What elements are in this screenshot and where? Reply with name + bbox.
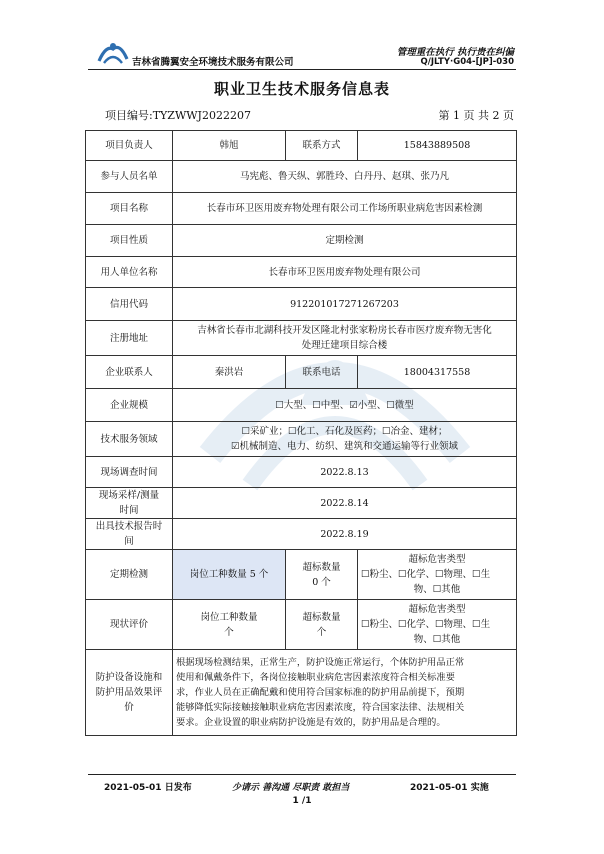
table-row	[86, 457, 517, 488]
scale-value: ☐大型、☐中型、☑小型、☐微型	[173, 389, 517, 422]
document-code: Q/JLTY·G04-[JP]-030	[420, 57, 514, 67]
table-row	[86, 519, 517, 550]
page-title: 职业卫生技术服务信息表	[213, 80, 390, 98]
periodic-exceed: 超标数量 0 个	[286, 550, 358, 600]
implement-date: 2021-05-01 实施	[410, 783, 489, 793]
protection-text	[173, 650, 517, 736]
leader-label: 项目负责人	[86, 131, 173, 161]
table-row	[86, 288, 517, 321]
survey-time-label: 现场调查时间	[86, 457, 173, 488]
service-field-label: 技术服务领域	[86, 422, 173, 457]
address-value	[173, 321, 517, 356]
table-row	[86, 257, 517, 288]
header-rule	[88, 69, 516, 70]
periodic-label: 定期检测	[86, 550, 173, 600]
contact-person-label: 企业联系人	[86, 356, 173, 389]
table-row	[86, 225, 517, 257]
footer-motto: 少请示 善沟通 尽职责 敢担当	[232, 783, 350, 793]
page-info: 第 1 页 共 2 页	[438, 109, 514, 122]
credit-code-label: 信用代码	[86, 288, 173, 321]
issue-date: 2021-05-01 日发布	[104, 783, 192, 793]
service-field-value	[173, 422, 517, 457]
status-posts: 岗位工种数量 个	[173, 600, 286, 650]
table-row	[86, 600, 517, 650]
footer-rule	[88, 774, 516, 775]
address-line: 吉林省长春市北湖科技开发区隆北村张家粉房长春市医疗废弃物无害化	[197, 325, 492, 336]
contact-method-value: 15843889508	[358, 131, 517, 161]
periodic-hazard: 超标危害类型 ☐粉尘、☐化学、☐物理、☐生 物、☐其他	[358, 550, 517, 600]
employer-label: 用人单位名称	[86, 257, 173, 288]
table-row	[86, 422, 517, 457]
status-hazard: 超标危害类型 ☐粉尘、☐化学、☐物理、☐生 物、☐其他	[358, 600, 517, 650]
table-row	[86, 131, 517, 161]
contact-person-value: 秦洪岩	[173, 356, 286, 389]
status-label: 现状评价	[86, 600, 173, 650]
protection-line: 求，作业人员在正确配戴和使用符合国家标准的防护用品前提下，预期	[176, 687, 465, 698]
table-row	[86, 550, 517, 600]
periodic-posts: 岗位工种数量 5 个	[173, 550, 286, 600]
protection-label: 防护设备设施和 防护用品效果评 价	[86, 650, 173, 736]
protection-line: 能够降低实际接触接触职业病危害因素浓度，符合国家法律、法规相关	[176, 702, 465, 713]
address-line: 处理迁建项目综合楼	[301, 340, 388, 351]
service-field-line: ☑机械制造、电力、纺织、建筑和交通运输等行业领域	[230, 441, 459, 452]
service-field-line: ☐采矿业；☐化工、石化及医药；☐冶金、建材；	[241, 426, 448, 437]
project-nature-value: 定期检测	[173, 225, 517, 257]
table-row	[86, 389, 517, 422]
project-name-label: 项目名称	[86, 193, 173, 225]
report-time-value: 2022.8.19	[173, 519, 517, 550]
protection-line: 要求。企业设置的职业病防护设施是有效的，防护用品是合理的。	[176, 717, 446, 728]
table-row	[86, 356, 517, 389]
company-logo-icon	[96, 37, 130, 65]
phone-value: 18004317558	[358, 356, 517, 389]
table-row	[86, 650, 517, 736]
phone-label: 联系电话	[286, 356, 358, 389]
info-table	[85, 130, 517, 736]
credit-code-value: 912201017271267203	[173, 288, 517, 321]
members-label: 参与人员名单	[86, 161, 173, 193]
scale-label: 企业规模	[86, 389, 173, 422]
table-row	[86, 321, 517, 356]
company-name: 吉林省腾翼安全环境技术服务有限公司	[132, 57, 294, 68]
table-row	[86, 161, 517, 193]
table-row	[86, 488, 517, 519]
leader-value: 韩旭	[173, 131, 286, 161]
sampling-time-label: 现场采样/测量 时间	[86, 488, 173, 519]
header-slogan: 管理重在执行 执行贵在纠偏	[396, 47, 514, 58]
sampling-time-value: 2022.8.14	[173, 488, 517, 519]
address-label: 注册地址	[86, 321, 173, 356]
protection-line: 根据现场检测结果，正常生产，防护设施正常运行，个体防护用品正常	[176, 657, 465, 668]
report-time-label: 出具技术报告时 间	[86, 519, 173, 550]
members-value: 马宪彪、鲁天纵、郭胜玲、白丹丹、赵琪、张乃凡	[173, 161, 517, 193]
protection-line: 使用和佩戴条件下，各岗位接触职业病危害因素浓度符合相关标准要	[176, 672, 455, 683]
contact-method-label: 联系方式	[286, 131, 358, 161]
status-exceed: 超标数量 个	[286, 600, 358, 650]
survey-time-value: 2022.8.13	[173, 457, 517, 488]
project-number: 项目编号:TYZWWJ2022207	[105, 109, 251, 122]
page-number: 1 /1	[292, 796, 312, 806]
project-nature-label: 项目性质	[86, 225, 173, 257]
project-name-value: 长春市环卫医用废弃物处理有限公司工作场所职业病危害因素检测	[173, 193, 517, 225]
table-row	[86, 193, 517, 225]
employer-value: 长春市环卫医用废弃物处理有限公司	[173, 257, 517, 288]
